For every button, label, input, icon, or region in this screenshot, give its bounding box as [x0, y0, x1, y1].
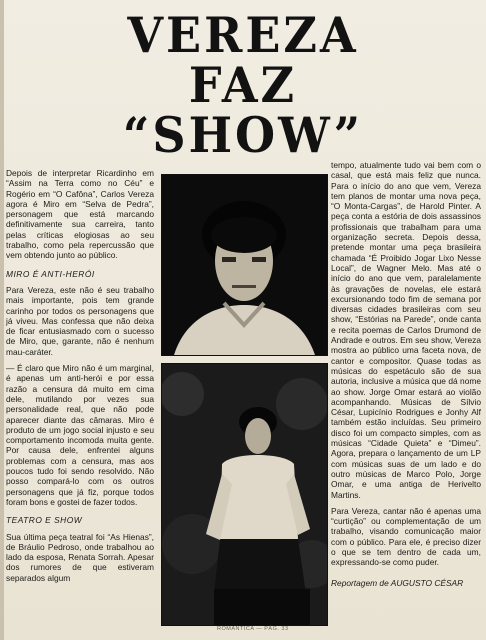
portrait-photo: [161, 174, 328, 356]
subhead-miro: MIRO É ANTI-HERÓI: [6, 268, 95, 279]
paragraph: Para Vereza, cantar não é apenas uma “curtição” ou complementação de um trabalho, visando comunicação maior com o público. Para ele, é preciso dizer o que se tem dentro de cada um, expressando-se como puder.: [331, 505, 481, 568]
article-column-right: [331, 160, 481, 588]
paragraph: Sua última peça teatral foi “As Hienas”, de Bráulio Pedroso, onde trabalhou ao lado da esposa, Renata Sorrah. Apesar dos rumores de que estiveram separados algum: [6, 531, 154, 583]
full-length-photo: [161, 363, 328, 626]
intro-paragraph: Depois de interpretar Ricardinho em “Assim na Terra como no Céu” e Rogério em “O Cafôna”, Carlos Vereza agora é Miro em “Selva de Pedra”, personagem que está marcando definitivamente sua carreira, tanto pelas críticas elogiosas ao seu trabalho, como pela repercussão que vem obtendo junto ao público.: [6, 168, 154, 261]
headline-line-3: “SHOW”: [122, 106, 364, 164]
paragraph: Para Vereza, este não é seu trabalho mais importante, pois tem grande carinho por todos os personagens que já viveu. Mas confessa que não deixa de ficar entusiasmado com o sucesso de Miro, que, garante, não é nenhum mau-caráter.: [6, 284, 154, 357]
paragraph: — É claro que Miro não é um marginal, é apenas um anti-herói e por essa razão a censura dá muito em cima dele, mutilando por vezes sua personalidade real, que não pode aparecer diante das câmaras. Miro é produto de um jogo social injusto e seu comportamento incomoda muita gente. Por causa dele, enfrentei alguns problemas com a censura, mas aos poucos tudo foi sendo resolvido. Não posso compará-lo com os outros personagens que já fiz, porque todos foram bons e gostei de fazer todos.: [6, 363, 154, 507]
headline-line-1: VEREZA: [127, 6, 359, 64]
subhead-teatro: TEATRO E SHOW: [6, 515, 83, 526]
byline-credit: Reportagem de AUGUSTO CÉSAR: [331, 577, 464, 588]
article-column-left: [6, 168, 154, 583]
page-folio: ROMANTICA — PÁG. 33: [217, 626, 289, 632]
paragraph: tempo, atualmente tudo vai bem com o casal, que está mais feliz que nunca. Para o início do ano que vem, Vereza tem planos de montar uma nova peça, “O Monta-Cargas”, de Harold Pinter. A peça conta a estória de dois assassinos profissionais que trabalham para uma organização secreta. Depois dessa, pretende montar uma peça brasileira chamada “É Proibido Jogar Lixo Nesse Local”, de Wagner Melo. Mas até o início do ano que vem, paralelamente às gravações de novelas, ele estará excursionando todo fim de semana por diversas cidades brasileiras com seu show, “Estórias na Parede”, onde canta e recita poemas de Carlos Drumond de Andrade e outros. Em seu show, Vereza mostra ao público uma faceta nova, de cantor e compositor. Quase todas as músicas do espetáculo são de sua autoria, inclusive a música que dá nome ao show. Jorge Omar estará ao violão acompanhando. Músicas de Sílvio César, Lupicínio Rodrigues e Jonhy Alf também estão incluídas. Seu primeiro disco foi um compacto simples, com as músicas “Cidade Quieta” e “Dimeu”. Agora, prepara o lançamento de um LP com músicas suas de um lado e do outro músicas de Marco Polo, Jorge Omar, e uma antiga de Herivelto Martins.: [331, 160, 481, 500]
headline-line-2: FAZ: [188, 56, 298, 114]
